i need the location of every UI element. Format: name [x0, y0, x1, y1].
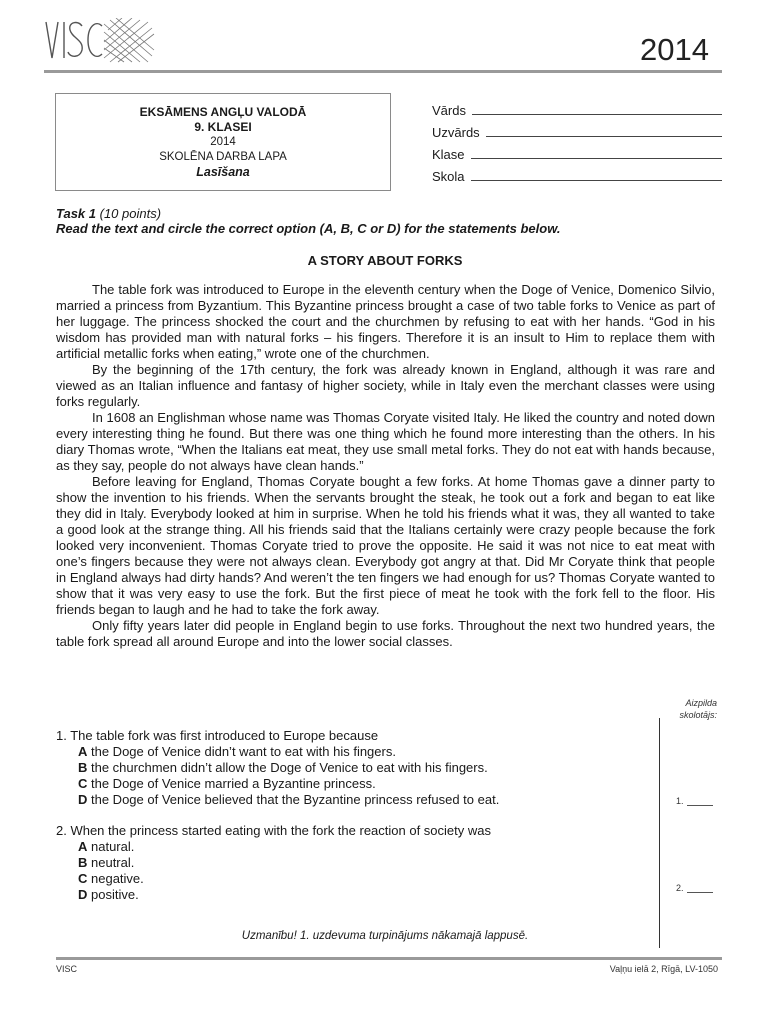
question-1-text: 1. The table fork was first introduced to Europe because	[56, 728, 379, 743]
option-letter: C	[78, 776, 88, 791]
question-1-option-c[interactable]	[78, 776, 376, 792]
question-2-option-a[interactable]	[78, 839, 134, 855]
score-line[interactable]	[687, 885, 713, 893]
exam-year-small: 2014	[210, 136, 236, 148]
question-1-option-a[interactable]	[78, 744, 396, 760]
footer-divider	[56, 957, 722, 960]
score-slot-1[interactable]	[676, 796, 713, 806]
score-slot-label: 1.	[676, 796, 684, 806]
visc-logo	[44, 18, 156, 64]
option-text: the churchmen didn’t allow the Doge of Venice to eat with his fingers.	[87, 760, 488, 775]
name-line[interactable]	[472, 114, 722, 115]
name-label: Vārds	[432, 103, 466, 118]
option-letter: D	[78, 887, 88, 902]
option-text: the Doge of Venice married a Byzantine princess.	[87, 776, 376, 791]
question-2-option-d[interactable]	[78, 887, 139, 903]
footer-address: Vaļņu ielā 2, Rīgā, LV-1050	[609, 964, 718, 974]
option-letter: B	[78, 760, 88, 775]
question-1-option-b[interactable]	[78, 760, 488, 776]
story-paragraph: The table fork was introduced to Europe in the eleventh century when the Doge of Venice, Domenico Silvio, married a princess from Byzantium. This Byzantine princess brought a case of two table forks to Venice as part of her luggage. The princess shocked the court and the churchmen by refusing to eat with her hands. “God in his wisdom has provided man with natural forks – his fingers. Therefore it is an insult to Him to replace them with artificial metallic forks when eating,” wrote one of the churchmen.	[56, 282, 715, 361]
score-line[interactable]	[687, 798, 713, 806]
score-slot-label: 2.	[676, 883, 684, 893]
option-text: negative.	[87, 871, 144, 886]
exam-grade: 9. KLASEI	[194, 120, 252, 134]
teacher-column-divider	[659, 718, 660, 948]
name-field[interactable]	[432, 98, 722, 118]
task-instruction: Read the text and circle the correct option (A, B, C or D) for the statements below.	[56, 221, 561, 236]
task-points: (10 points)	[99, 206, 162, 221]
worksheet-label: SKOLĒNA DARBA LAPA	[159, 151, 287, 163]
class-line[interactable]	[471, 158, 722, 159]
task-name: Task 1	[56, 206, 96, 221]
option-text: positive.	[87, 887, 139, 902]
task-heading	[56, 206, 161, 221]
option-letter: B	[78, 855, 88, 870]
option-letter: A	[78, 839, 88, 854]
surname-line[interactable]	[486, 136, 722, 137]
option-letter: D	[78, 792, 88, 807]
story-paragraph: In 1608 an Englishman whose name was Thomas Coryate visited Italy. He liked the country and noted down every interesting thing he found. But there was one thing which he found more interesting than the others. In his diary Thomas wrote, “When the Italians eat meat, they use small metal forks. They do not eat with hands because, as they say, people do not always have clean hands.”	[56, 410, 715, 473]
option-letter: A	[78, 744, 88, 759]
header-divider	[44, 70, 722, 73]
exam-year: 2014	[640, 32, 709, 67]
story-text	[56, 282, 715, 650]
option-text: neutral.	[87, 855, 135, 870]
option-text: the Doge of Venice didn’t want to eat with his fingers.	[87, 744, 396, 759]
story-paragraph: Only fifty years later did people in England begin to use forks. Throughout the next two hundred years, the table fork spread all around Europe and into the lower social classes.	[56, 618, 715, 649]
question-1-option-d[interactable]	[78, 792, 499, 808]
teacher-column-label-line1: Aizpilda	[685, 698, 717, 708]
option-text: the Doge of Venice believed that the Byzantine princess refused to eat.	[87, 792, 500, 807]
story-paragraph: By the beginning of the 17th century, the fork was already known in England, although it was rare and viewed as an Italian influence and fantasy of higher society, while in Italy even the merchant classes were using forks regularly.	[56, 362, 715, 409]
footer-org: VISC	[56, 964, 78, 974]
school-label: Skola	[432, 169, 465, 184]
exam-title-box	[55, 93, 391, 191]
question-2-option-c[interactable]	[78, 871, 144, 887]
option-letter: C	[78, 871, 88, 886]
question-2-text: 2. When the princess started eating with the fork the reaction of society was	[56, 823, 491, 838]
story-title: A STORY ABOUT FORKS	[307, 253, 463, 268]
story-paragraph: Before leaving for England, Thomas Coryate bought a few forks. At home Thomas gave a dinner party to show the invention to his friends. When the servants brought the steak, he took out a fork and began to eat like they did in Italy. Everybody looked at him in surprise. When he told his friends what it was, they all wanted to take a good look at the strange thing. All his friends said that the Italians certainly were crazy people because the fork looked very inconvenient. Thomas Coryate tried to prove the opposite. He said it was not nice to eat meat with one’s fingers because they were not always clean. Everybody got angry at that. Did Mr Coryate think that people in England always had dirty hands? And weren’t the ten fingers we had enough for us? Thomas Coryate wanted to show that it was very easy to use the fork. But the first piece of meat he took with the fork fell to the floor. His friends began to laugh and he had to take the fork away.	[56, 474, 715, 617]
question-2-option-b[interactable]	[78, 855, 134, 871]
section-label: Lasīšana	[196, 165, 250, 179]
score-slot-2[interactable]	[676, 883, 713, 893]
school-field[interactable]	[432, 164, 722, 184]
school-line[interactable]	[471, 180, 722, 181]
option-text: natural.	[87, 839, 135, 854]
teacher-column-label-line2: skolotājs:	[679, 710, 717, 720]
surname-label: Uzvārds	[432, 125, 480, 140]
continuation-note: Uzmanību! 1. uzdevuma turpinājums nākamajā lappusē.	[241, 930, 529, 942]
class-field[interactable]	[432, 142, 722, 162]
class-label: Klase	[432, 147, 465, 162]
exam-title: EKSĀMENS ANGĻU VALODĀ	[139, 105, 307, 119]
surname-field[interactable]	[432, 120, 722, 140]
